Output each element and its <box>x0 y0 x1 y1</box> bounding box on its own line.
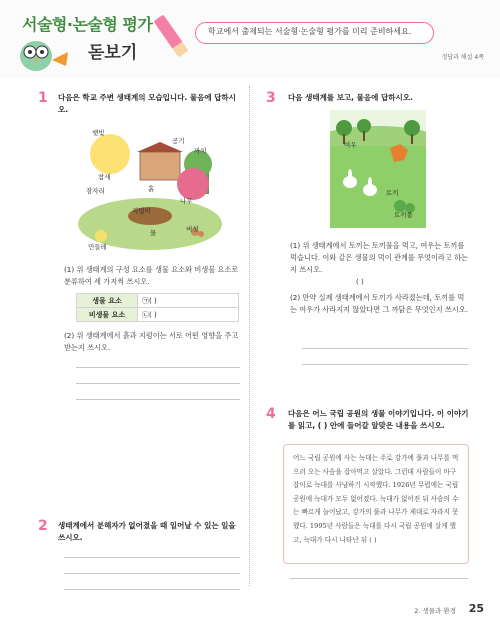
answer-line[interactable] <box>64 589 240 590</box>
illus-label: 여우 <box>344 141 357 149</box>
table-row <box>77 294 239 308</box>
question-number-3: 3 <box>266 90 276 106</box>
table-label: 생물 요소 <box>77 294 138 308</box>
speech-text: 학교에서 출제되는 서술형·논술형 평가를 미리 준비하세요. <box>208 27 412 36</box>
section-title: 서술형·논술형 평가 <box>22 15 153 34</box>
question-number-1: 1 <box>38 90 48 106</box>
section-subtitle: 돋보기 <box>88 43 138 63</box>
question-1-sub1: (1) 위 생태계의 구성 요소를 생물 요소와 비생물 요소로 분류하여 세 가지씩 쓰시오. <box>64 265 239 286</box>
answer-line[interactable] <box>76 383 240 384</box>
answer-line[interactable] <box>76 367 240 368</box>
illus-label: 참새 <box>98 173 111 181</box>
answer-reference: 정답과 해설 4쪽 <box>441 54 484 61</box>
question-1-prompt: 다음은 학교 주변 생태계의 모습입니다. 물음에 답하시오. <box>58 93 236 114</box>
answer-line[interactable] <box>302 348 468 349</box>
question-3-sub1: (1) 위 생태계에서 토끼는 토끼풀을 먹고, 여우는 토끼를 먹습니다. 이와 같은 생물의 먹이 관계를 무엇이라고 하는지 쓰시오. <box>290 241 468 274</box>
question-2-prompt: 생태계에서 분해자가 없어졌을 때 일어날 수 있는 일을 쓰시오. <box>58 521 236 542</box>
question-number-2: 2 <box>38 518 48 534</box>
illus-label: 토끼 <box>386 189 399 197</box>
illus-label: 나무 <box>180 197 193 205</box>
question-3-sub2: (2) 만약 실제 생태계에서 토끼가 사라졌는데, 토끼를 먹는 여우가 사라지지 않았다면 그 까닭은 무엇인지 쓰시오. <box>290 293 468 314</box>
footer-section: 2. 생물과 환경 <box>414 607 456 615</box>
question-number-4: 4 <box>266 406 276 422</box>
answer-parentheses[interactable]: ( ) <box>356 278 364 286</box>
element-table <box>76 293 239 322</box>
illus-label: 까치 <box>194 147 207 155</box>
question-1-sub2: (2) 위 생태계에서 흙과 지렁이는 서로 어떤 영향을 주고받는지 쓰시오. <box>64 331 239 352</box>
column-divider <box>249 86 250 586</box>
illus-label: 토끼풀 <box>394 211 413 219</box>
illus-label: 지렁이 <box>132 207 151 215</box>
illus-label: 물 <box>150 229 157 237</box>
illus-label: 햇빛 <box>92 129 105 137</box>
answer-field[interactable]: ㉡( ) <box>138 308 239 322</box>
question-3-prompt: 다음 생태계를 보고, 물음에 답하시오. <box>288 93 413 102</box>
answer-line[interactable] <box>64 573 240 574</box>
illus-label: 민들레 <box>88 243 107 251</box>
table-label: 비생물 요소 <box>77 308 138 322</box>
answer-line[interactable] <box>290 578 468 579</box>
answer-line[interactable] <box>76 399 240 400</box>
answer-line[interactable] <box>64 557 240 558</box>
table-row <box>77 308 239 322</box>
illus-label: 공기 <box>172 137 185 145</box>
illus-label: 흙 <box>148 185 155 193</box>
answer-line[interactable] <box>302 364 468 365</box>
illus-label: 잠자리 <box>86 187 105 195</box>
answer-field[interactable]: ㉠( ) <box>138 294 239 308</box>
illus-label: 버섯 <box>186 225 199 233</box>
page-number: 25 <box>468 602 484 615</box>
question-4-prompt: 다음은 어느 국립 공원의 생물 이야기입니다. 이 이야기를 읽고, ( ) 안에 들어갈 알맞은 내용을 쓰시오. <box>288 409 469 430</box>
owl-mascot-icon <box>16 30 70 74</box>
story-passage: 어느 국립 공원에 사는 늑대는 주로 강가에 풀과 나무를 먹으러 오는 사슴을 잡아먹고 살았다. 그런데 사람들이 마구잡이로 늑대를 사냥하기 시작했다. 1926년 무렵에는 국립 공원에 늑대가 모두 없어졌다. 늑대가 없어진 뒤 사슴의 수는 빠르게 늘어났고, 강가의 풀과 나무가 제대로 자라지 못했다. 1995년 사람들은 늑대를 다시 국립 공원에 살게 했고, 늑대가 다시 나타난 뒤 ( ) <box>283 444 469 564</box>
